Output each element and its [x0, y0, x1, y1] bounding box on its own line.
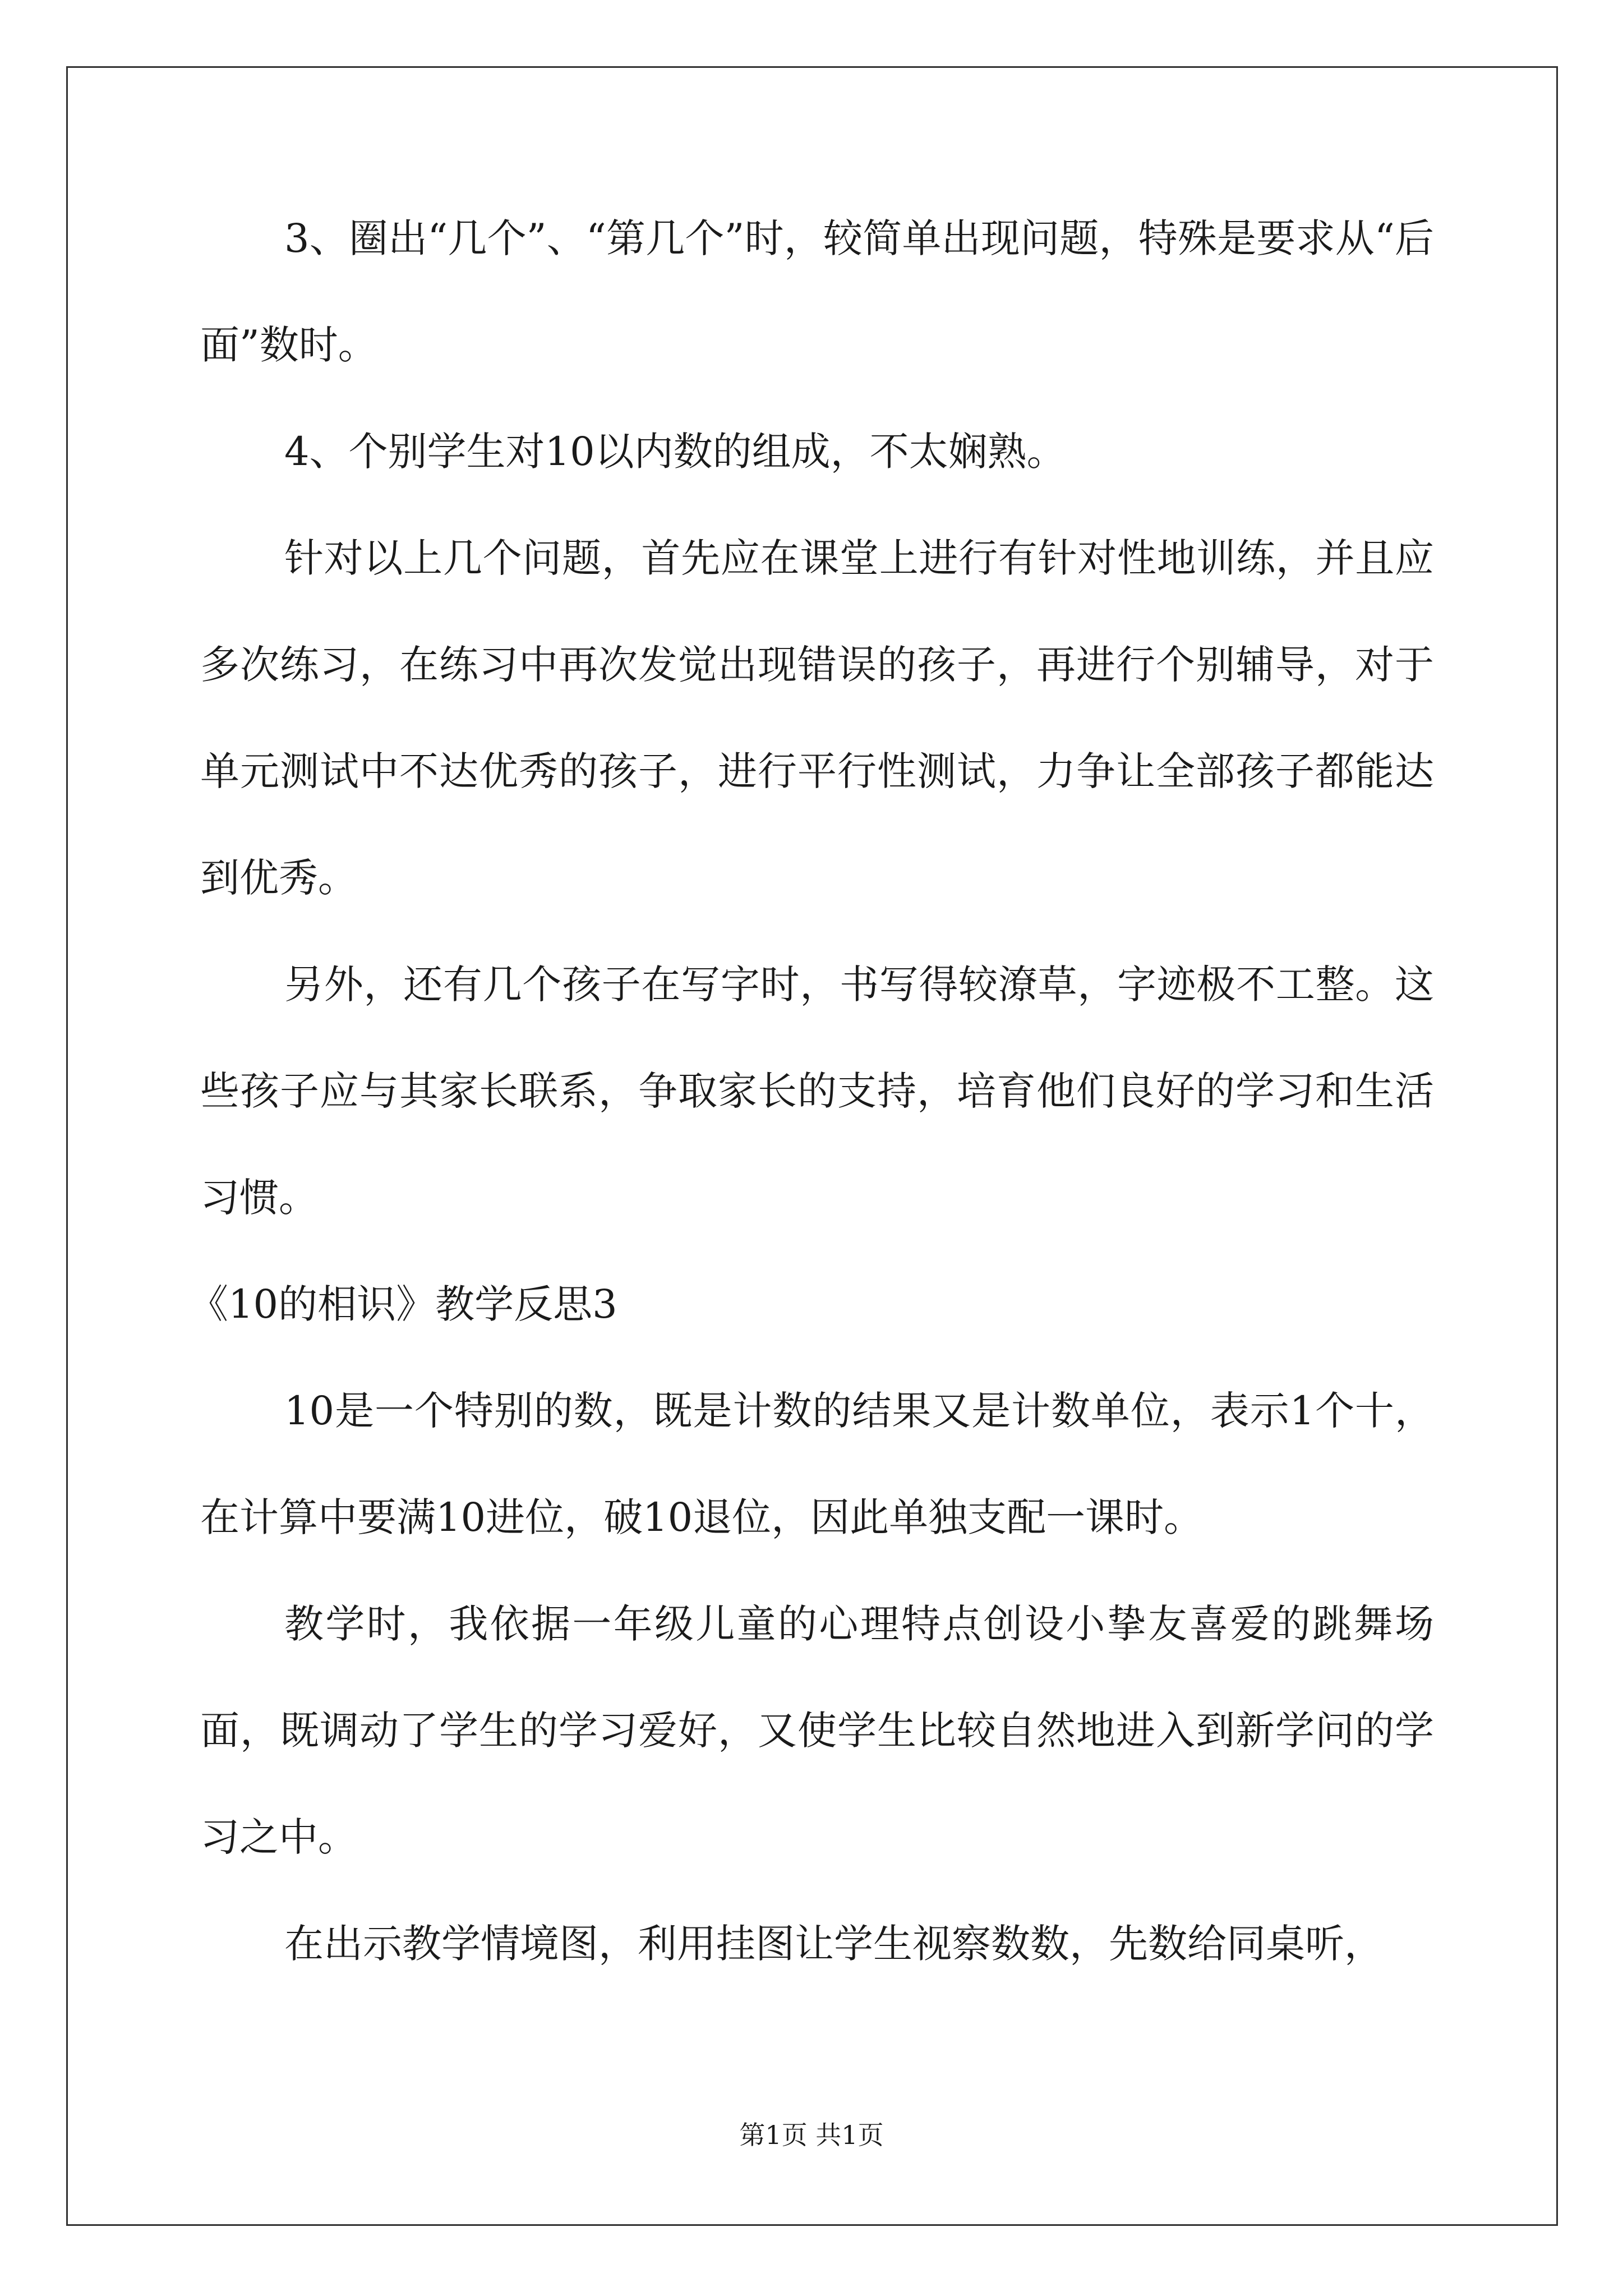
paragraph: 10是一个特别的数，既是计数的结果又是计数单位，表示1个十，在计算中要满10进位，破10退位，因此单独支配一课时。 [200, 1388, 1434, 1540]
paragraph: 针对以上几个问题，首先应在课堂上进行有针对性地训练，并且应多次练习，在练习中再次发觉出现错误的孩子，再进行个别辅导，对于单元测试中不达优秀的孩子，进行平行性测试，力争让全部孩子都能达到优秀。 [200, 535, 1434, 901]
paragraph: 4、个别学生对10以内数的组成，不太娴熟。 [284, 429, 1066, 475]
document-body [189, 185, 1434, 1997]
paragraph: 在出示教学情境图，利用挂图让学生视察数数，先数给同桌听， [284, 1921, 1384, 1967]
paragraph: 另外，还有几个孩子在写字时，书写得较潦草，字迹极不工整。这些孩子应与其家长联系，争取家长的支持，培育他们良好的学习和生活习惯。 [200, 961, 1434, 1221]
paragraph: 3、圈出“几个”、“第几个”时，较简单出现问题，特殊是要求从“后面”数时。 [200, 215, 1434, 368]
paragraph: 教学时，我依据一年级儿童的心理特点创设小挚友喜爱的跳舞场面，既调动了学生的学习爱好，又使学生比较自然地进入到新学问的学习之中。 [200, 1601, 1434, 1860]
section-heading: 《10的相识》教学反思3 [189, 1281, 617, 1327]
page-footer: 第1页 共1页 [739, 2120, 884, 2150]
